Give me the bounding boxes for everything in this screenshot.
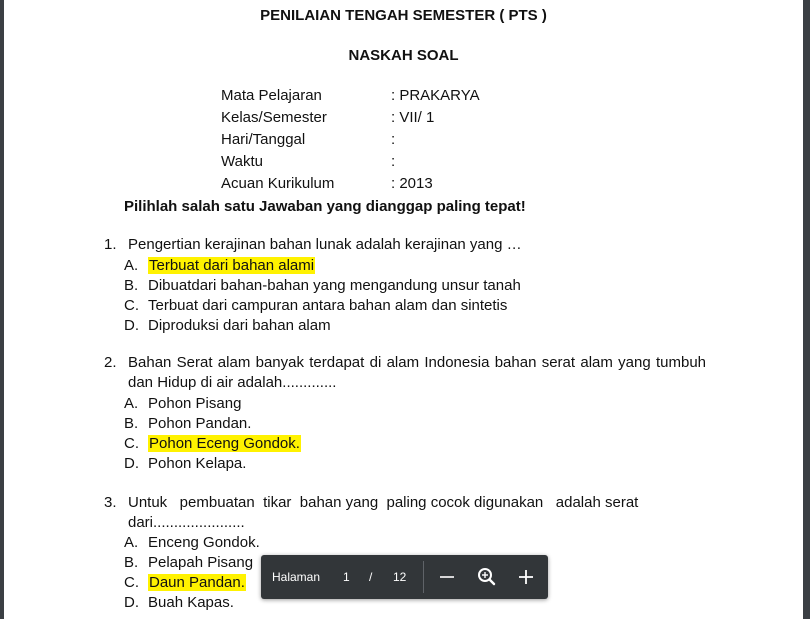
pdf-page-toolbar bbox=[261, 555, 548, 599]
option-text: Pohon Pandan. bbox=[148, 415, 252, 432]
option-2d bbox=[124, 454, 246, 474]
option-3c bbox=[124, 573, 246, 593]
document-subtitle: NASKAH SOAL bbox=[348, 47, 459, 64]
info-row-class bbox=[221, 109, 434, 126]
question-1 bbox=[104, 235, 706, 255]
info-value: : PRAKARYA bbox=[391, 87, 480, 104]
option-text-highlighted: Pohon Eceng Gondok. bbox=[149, 435, 300, 452]
info-row-subject bbox=[221, 87, 480, 104]
plus-icon bbox=[512, 563, 540, 591]
option-2b bbox=[124, 414, 251, 434]
question-number: 3. bbox=[104, 494, 117, 511]
info-row-time bbox=[221, 153, 395, 170]
info-value: : 2013 bbox=[391, 175, 433, 192]
option-letter: A. bbox=[124, 395, 139, 412]
option-1b bbox=[124, 276, 521, 296]
option-3b bbox=[124, 553, 253, 573]
document-page bbox=[4, 0, 803, 619]
total-pages: 12 bbox=[393, 570, 407, 584]
option-letter: C. bbox=[124, 435, 139, 452]
option-letter: C. bbox=[124, 297, 139, 314]
question-number: 2. bbox=[104, 354, 117, 371]
info-row-date bbox=[221, 131, 395, 148]
info-label: Acuan Kurikulum bbox=[221, 175, 335, 192]
info-label: Kelas/Semester bbox=[221, 109, 327, 126]
option-letter: A. bbox=[124, 257, 139, 274]
question-number: 1. bbox=[104, 236, 117, 253]
option-letter: C. bbox=[124, 574, 139, 591]
page-label: Halaman bbox=[272, 570, 321, 584]
zoom-fit-button[interactable] bbox=[473, 563, 501, 591]
option-1c bbox=[124, 296, 507, 316]
option-text-highlighted: Terbuat dari bahan alami bbox=[149, 257, 315, 274]
option-letter: A. bbox=[124, 534, 139, 551]
option-2c bbox=[124, 434, 301, 454]
page-separator: / bbox=[369, 570, 373, 584]
option-letter: B. bbox=[124, 277, 139, 294]
option-letter: D. bbox=[124, 317, 139, 334]
option-letter: B. bbox=[124, 415, 139, 432]
toolbar-divider bbox=[423, 561, 424, 593]
info-value: : VII/ 1 bbox=[391, 109, 435, 126]
option-text: Dibuatdari bahan-bahan yang mengandung unsur tanah bbox=[148, 277, 521, 294]
option-text: Diproduksi dari bahan alam bbox=[148, 317, 331, 334]
question-text: Bahan Serat alam banyak terdapat di alam Indonesia bahan serat alam yang tumbuh dan Hidup di air adalah............. bbox=[128, 354, 706, 391]
question-text: Pengertian kerajinan bahan lunak adalah kerajinan yang … bbox=[128, 236, 522, 253]
option-3a bbox=[124, 533, 260, 553]
option-text-highlighted: Daun Pandan. bbox=[149, 574, 245, 591]
option-1d bbox=[124, 316, 331, 336]
current-page-input[interactable]: 1 bbox=[343, 570, 350, 584]
question-text: Untuk pembuatan tikar bahan yang paling cocok digunakan adalah serat dari...................... bbox=[128, 494, 643, 531]
option-text: Terbuat dari campuran antara bahan alam dan sintetis bbox=[148, 297, 508, 314]
option-1a bbox=[124, 256, 315, 276]
zoom-icon bbox=[473, 563, 501, 591]
zoom-out-button[interactable] bbox=[433, 563, 461, 591]
instruction-text: Pilihlah salah satu Jawaban yang dianggap paling tepat! bbox=[124, 198, 526, 215]
zoom-in-button[interactable] bbox=[512, 563, 540, 591]
option-text: Buah Kapas. bbox=[148, 594, 234, 611]
option-text: Enceng Gondok. bbox=[148, 534, 260, 551]
question-2 bbox=[104, 353, 706, 393]
option-letter: D. bbox=[124, 455, 139, 472]
info-value: : bbox=[391, 131, 396, 148]
info-label: Mata Pelajaran bbox=[221, 87, 322, 104]
option-text: Pelapah Pisang bbox=[148, 554, 254, 571]
option-text: Pohon Kelapa. bbox=[148, 455, 247, 472]
option-letter: B. bbox=[124, 554, 139, 571]
option-2a bbox=[124, 394, 241, 414]
info-label: Waktu bbox=[221, 153, 263, 170]
question-3 bbox=[104, 493, 688, 533]
option-letter: D. bbox=[124, 594, 139, 611]
info-row-curriculum bbox=[221, 175, 433, 192]
info-value: : bbox=[391, 153, 396, 170]
minus-icon bbox=[433, 563, 461, 591]
option-text: Pohon Pisang bbox=[148, 395, 242, 412]
option-3d bbox=[124, 593, 234, 613]
info-label: Hari/Tanggal bbox=[221, 131, 306, 148]
document-title: PENILAIAN TENGAH SEMESTER ( PTS ) bbox=[260, 7, 547, 24]
